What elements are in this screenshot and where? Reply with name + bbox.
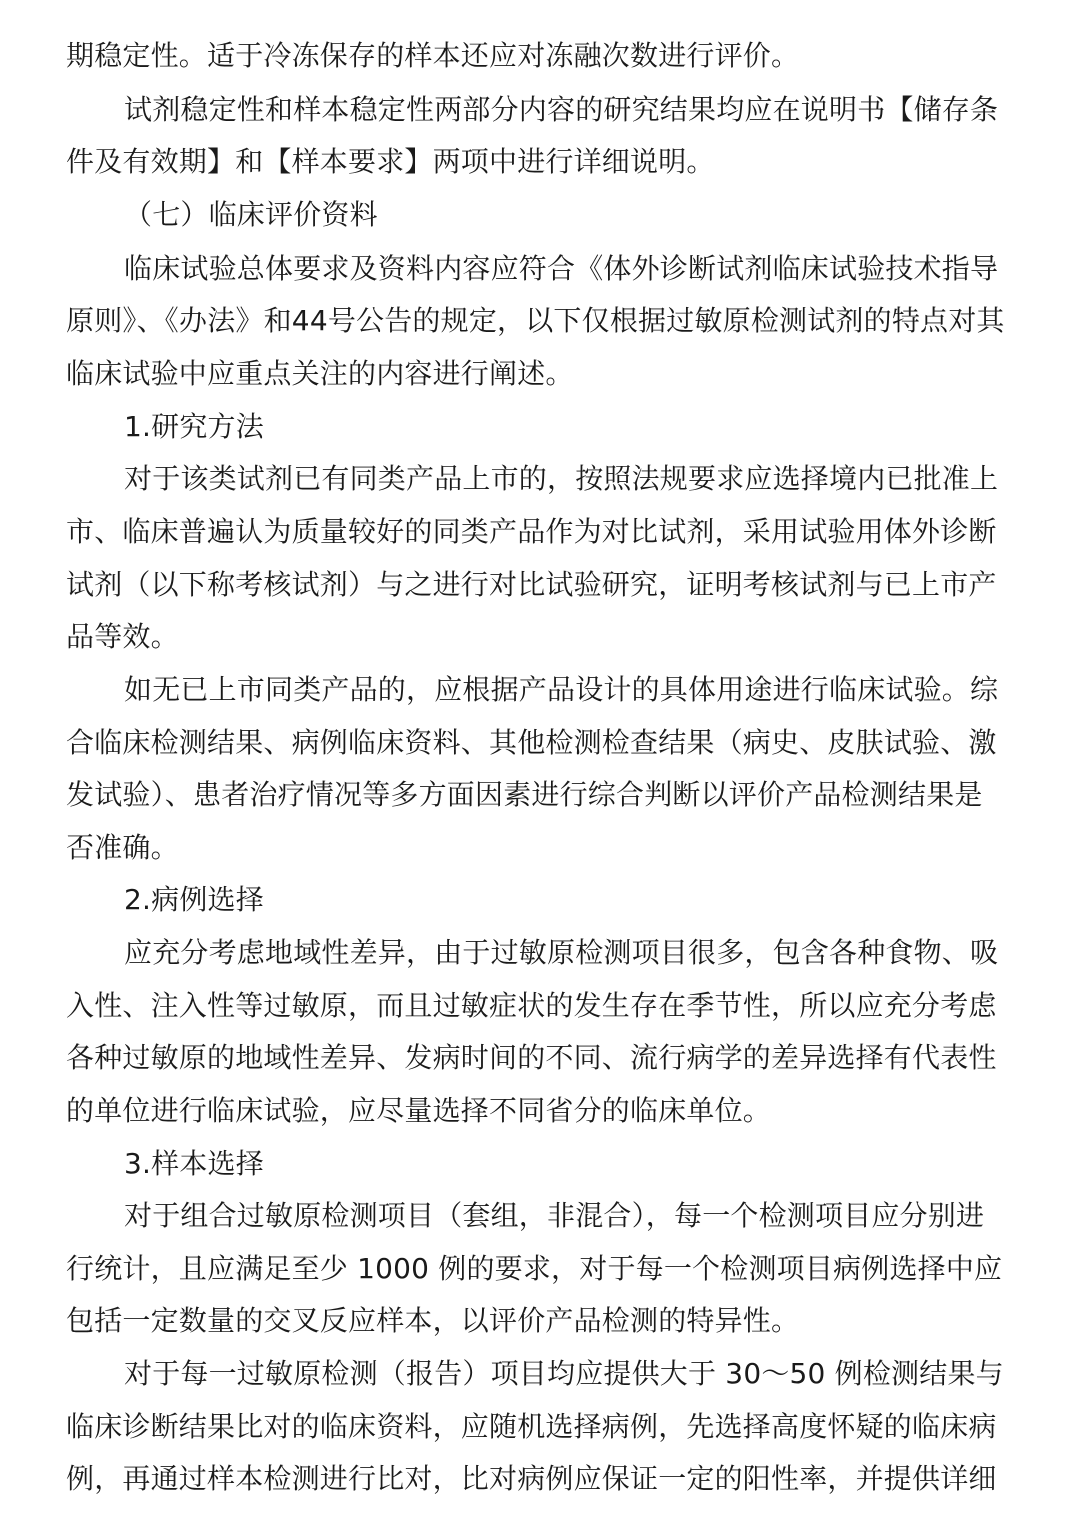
text-line: 的单位进行临床试验，应尽量选择不同省分的临床单位。 [66, 1094, 772, 1127]
text-line: 品等效。 [66, 620, 179, 653]
text-line: 对于每一过敏原检测（报告）项目均应提供大于 30～50 例检测结果与 [124, 1357, 1004, 1390]
text-line: 件及有效期】和【样本要求】两项中进行详细说明。 [66, 145, 715, 178]
text-line: 试剂稳定性和样本稳定性两部分内容的研究结果均应在说明书【储存条 [124, 93, 999, 126]
subsection-heading: 2.病例选择 [124, 883, 264, 916]
text-line: 试剂（以下称考核试剂）与之进行对比试验研究，证明考核试剂与已上市产 [66, 568, 997, 601]
text-line: 临床试验中应重点关注的内容进行阐述。 [66, 357, 574, 390]
section-heading: （七）临床评价资料 [124, 198, 378, 231]
text-line: 否准确。 [66, 831, 179, 864]
text-line: 市、临床普遍认为质量较好的同类产品作为对比试剂，采用试验用体外诊断 [66, 515, 997, 548]
subsection-heading: 1.研究方法 [124, 410, 264, 443]
text-line: 发试验）、患者治疗情况等多方面因素进行综合判断以评价产品检测结果是 [66, 778, 983, 811]
text-line: 期稳定性。适于冷冻保存的样本还应对冻融次数进行评价。 [66, 39, 800, 72]
text-line: 各种过敏原的地域性差异、发病时间的不同、流行病学的差异选择有代表性 [66, 1041, 997, 1074]
text-line: 行统计，且应满足至少 1000 例的要求，对于每一个检测项目病例选择中应 [66, 1252, 1003, 1285]
text-line: 对于该类试剂已有同类产品上市的，按照法规要求应选择境内已批准上 [124, 462, 999, 495]
text-line: 临床诊断结果比对的临床资料，应随机选择病例，先选择高度怀疑的临床病 [66, 1410, 997, 1443]
text-line: 原则》、《办法》和44号公告的规定，以下仅根据过敏原检测试剂的特点对其 [66, 304, 1005, 337]
text-line: 合临床检测结果、病例临床资料、其他检测检查结果（病史、皮肤试验、激 [66, 726, 997, 759]
subsection-heading: 3.样本选择 [124, 1147, 264, 1180]
text-line: 对于组合过敏原检测项目（套组，非混合），每一个检测项目应分别进 [124, 1199, 985, 1232]
text-line: 包括一定数量的交叉反应样本，以评价产品检测的特异性。 [66, 1304, 800, 1337]
text-line: 应充分考虑地域性差异，由于过敏原检测项目很多，包含各种食物、吸 [124, 936, 999, 969]
text-line: 入性、注入性等过敏原，而且过敏症状的发生存在季节性，所以应充分考虑 [66, 989, 997, 1022]
text-line: 临床试验总体要求及资料内容应符合《体外诊断试剂临床试验技术指导 [124, 252, 999, 285]
text-line: 例，再通过样本检测进行比对，比对病例应保证一定的阳性率，并提供详细 [66, 1462, 997, 1495]
text-line: 如无已上市同类产品的，应根据产品设计的具体用途进行临床试验。综 [124, 673, 999, 706]
